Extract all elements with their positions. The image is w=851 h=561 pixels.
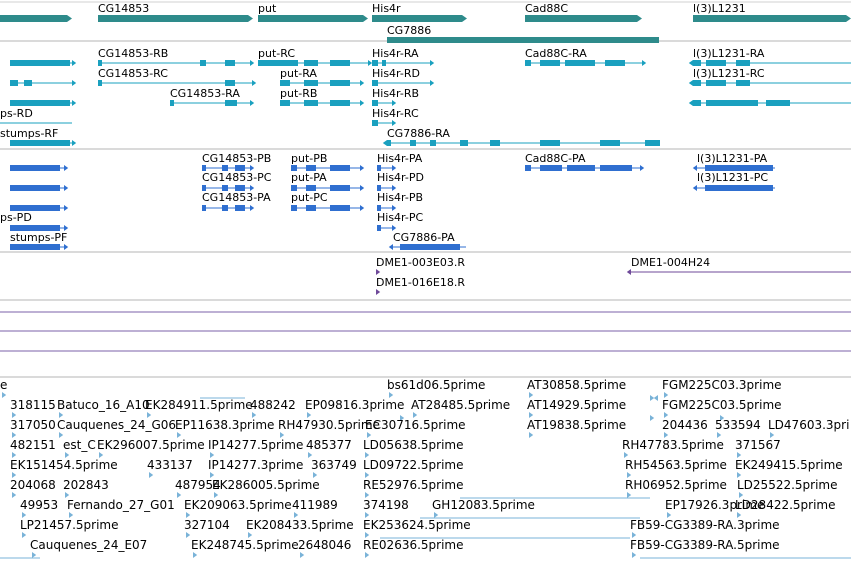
transcript-l3l1231-rc-arrow-icon bbox=[689, 80, 693, 86]
transcript-l3l1231-ra-exon[interactable] bbox=[736, 60, 750, 66]
est-label[interactable]: EK284911.5prime bbox=[145, 398, 253, 412]
cds-label-cg14853-pa[interactable]: CG14853-PA bbox=[202, 191, 271, 204]
cds-label-his4r-pc[interactable]: His4r-PC bbox=[377, 211, 424, 224]
transcript-cad88c-ra-exon[interactable] bbox=[565, 60, 595, 66]
cds-cad88c-pa-segment[interactable] bbox=[567, 165, 595, 171]
est-label[interactable]: AT19838.5prime bbox=[527, 418, 627, 432]
transcript-label-his4r-rb[interactable]: His4r-RB bbox=[372, 87, 420, 100]
cds-label-cg14853-pc[interactable]: CG14853-PC bbox=[202, 171, 272, 184]
cds-label-his4r-pa[interactable]: His4r-PA bbox=[377, 152, 423, 165]
transcript-cg14853-rc-exon[interactable] bbox=[98, 80, 102, 86]
cds-l3l1231-pc-segment[interactable] bbox=[705, 185, 773, 191]
transcript-label-put-rc[interactable]: put-RC bbox=[258, 47, 296, 60]
transcript-his4r-rc-arrow-icon bbox=[392, 120, 396, 126]
transcript-cg14853-rc-arrow-icon bbox=[252, 80, 256, 86]
transcript-left-b-arrow-icon bbox=[72, 80, 76, 86]
est-label[interactable]: RH54563.5prime bbox=[625, 458, 727, 472]
transcript-label-his4r-rc[interactable]: His4r-RC bbox=[372, 107, 419, 120]
cds-put-pc-segment[interactable] bbox=[330, 205, 350, 211]
cds-label-his4r-pd[interactable]: His4r-PD bbox=[377, 171, 424, 184]
est-label[interactable]: EK209063.5prime bbox=[184, 498, 292, 512]
transcript-l3l1231-rb-arrow-icon bbox=[689, 100, 693, 106]
est-feature-arrow-icon bbox=[12, 492, 16, 498]
est-label[interactable]: RH06952.5prime bbox=[625, 478, 727, 492]
transcript-his4r-ra-exon[interactable] bbox=[382, 60, 386, 66]
cds-cg14853-pa-segment[interactable] bbox=[235, 205, 245, 211]
cds-cg7886-pa-arrow-icon bbox=[389, 244, 393, 250]
est-label[interactable]: AT28485.5prime bbox=[411, 398, 511, 412]
transcript-label-his4r-ra[interactable]: His4r-RA bbox=[372, 47, 419, 60]
cds-put-pc-segment[interactable] bbox=[306, 205, 316, 211]
transcript-his4r-rb-exon[interactable] bbox=[372, 100, 378, 106]
transcript-label-cg14853-ra[interactable]: CG14853-RA bbox=[170, 87, 240, 100]
transcript-label-l3l1231-ra[interactable]: l(3)L1231-RA bbox=[693, 47, 765, 60]
transcript-label-ps-rd[interactable]: ps-RD bbox=[0, 107, 33, 120]
clone-dme1-016e18-arrow-icon bbox=[376, 289, 380, 295]
est-label[interactable]: FB59-CG3389-RA.3prime bbox=[630, 518, 780, 532]
cds-cg14853-pa-arrow-icon bbox=[250, 205, 254, 211]
gene-label-cg14853[interactable]: CG14853 bbox=[98, 2, 150, 15]
est-label[interactable]: EP17926.3prime bbox=[665, 498, 765, 512]
cds-label-cg14853-pb[interactable]: CG14853-PB bbox=[202, 152, 272, 165]
transcript-label-his4r-rd[interactable]: His4r-RD bbox=[372, 67, 420, 80]
transcript-l3l1231-ra-exon[interactable] bbox=[693, 60, 701, 66]
transcript-cg14853-rb-exon[interactable] bbox=[225, 60, 235, 66]
est-label[interactable]: FGM225C03.5prime bbox=[662, 398, 782, 412]
transcript-l3l1231-rb-exon[interactable] bbox=[706, 100, 758, 106]
transcript-his4r-rc-exon[interactable] bbox=[372, 120, 378, 126]
est-label[interactable]: 371567 bbox=[735, 438, 781, 452]
cds-label-ps-pd[interactable]: ps-PD bbox=[0, 211, 32, 224]
transcript-label-cad88c-ra[interactable]: Cad88C-RA bbox=[525, 47, 587, 60]
cds-left-c-arrow-icon bbox=[64, 205, 68, 211]
transcript-l3l1231-rb-exon[interactable] bbox=[693, 100, 701, 106]
est-label[interactable]: 487954 bbox=[175, 478, 221, 492]
cds-put-pc-segment[interactable] bbox=[291, 205, 297, 211]
clone-label-dme1-003e03[interactable]: DME1-003E03.R bbox=[376, 256, 465, 269]
est-label[interactable]: EK253624.5prime bbox=[363, 518, 471, 532]
est-label[interactable]: 433137 bbox=[147, 458, 193, 472]
transcript-cg7886-ra-arrow-icon bbox=[383, 140, 387, 146]
transcript-left-a-arrow-icon bbox=[72, 60, 76, 66]
gene-feature-cg7886[interactable] bbox=[387, 37, 659, 43]
gene-label-cg7886[interactable]: CG7886 bbox=[387, 24, 432, 37]
transcript-put-rb-exon[interactable] bbox=[330, 100, 350, 106]
transcript-cg7886-ra-exon[interactable] bbox=[490, 140, 500, 146]
transcript-label-put-rb[interactable]: put-RB bbox=[280, 87, 318, 100]
transcript-cg14853-ra-arrow-icon bbox=[250, 100, 254, 106]
transcript-cg14853-ra-exon[interactable] bbox=[170, 100, 174, 106]
est-label[interactable]: EP09816.3prime bbox=[305, 398, 405, 412]
transcript-put-rc-arrow-icon bbox=[368, 60, 372, 66]
est-label[interactable]: EP11638.3prime bbox=[175, 418, 275, 432]
est-label[interactable]: EK286005.5prime bbox=[212, 478, 320, 492]
transcript-l3l1231-rb-exon[interactable] bbox=[766, 100, 790, 106]
transcript-label-stumps-rf[interactable]: stumps-RF bbox=[0, 127, 59, 140]
transcript-put-rb-exon[interactable] bbox=[280, 100, 290, 106]
est-label[interactable]: 374198 bbox=[363, 498, 409, 512]
cds-cad88c-pa-arrow-icon bbox=[640, 165, 644, 171]
transcript-left-b-exon[interactable] bbox=[10, 80, 18, 86]
est-feature-arrow-icon bbox=[149, 472, 153, 478]
est-feature-arrow-icon bbox=[300, 552, 304, 558]
transcript-put-rc-exon[interactable] bbox=[330, 60, 350, 66]
est-label[interactable]: AT30858.5prime bbox=[527, 378, 627, 392]
est-label[interactable]: GH12083.5prime bbox=[432, 498, 535, 512]
est-feature-arrow-icon bbox=[654, 395, 658, 401]
gene-feature-left[interactable] bbox=[0, 15, 72, 22]
cds-left-e-arrow-icon bbox=[64, 244, 68, 250]
transcript-cg7886-ra-exon[interactable] bbox=[430, 140, 436, 146]
cds-label-put-pa[interactable]: put-PA bbox=[291, 171, 327, 184]
transcript-label-l3l1231-rc[interactable]: l(3)L1231-RC bbox=[693, 67, 765, 80]
transcript-left-c-exon[interactable] bbox=[10, 100, 70, 106]
clone-label-dme1-016e18[interactable]: DME1-016E18.R bbox=[376, 276, 465, 289]
cds-label-cad88c-pa[interactable]: Cad88C-PA bbox=[525, 152, 586, 165]
cds-left-b-arrow-icon bbox=[64, 185, 68, 191]
cds-label-put-pc[interactable]: put-PC bbox=[291, 191, 328, 204]
cds-left-b-segment[interactable] bbox=[10, 185, 60, 191]
transcript-put-rb-arrow-icon bbox=[360, 100, 364, 106]
est-label[interactable]: 204436 bbox=[662, 418, 708, 432]
cds-put-pb-arrow-icon bbox=[360, 165, 364, 171]
transcript-l3l1231-ra-exon[interactable] bbox=[706, 60, 726, 66]
transcript-cg7886-ra-exon[interactable] bbox=[387, 140, 391, 146]
est-label[interactable]: 204068 bbox=[10, 478, 56, 492]
est-label[interactable]: Cauquenes_24_G06 bbox=[57, 418, 177, 432]
cds-left-a-segment[interactable] bbox=[10, 165, 60, 171]
est-feature-arrow-icon bbox=[632, 552, 636, 558]
transcript-cad88c-ra-exon[interactable] bbox=[525, 60, 531, 66]
cds-label-l3l1231-pc[interactable]: l(3)L1231-PC bbox=[697, 171, 769, 184]
est-label[interactable]: 363749 bbox=[311, 458, 357, 472]
gene-feature-his4r[interactable] bbox=[372, 15, 467, 22]
transcript-cad88c-ra-arrow-icon bbox=[642, 60, 646, 66]
est-label[interactable]: 202843 bbox=[63, 478, 109, 492]
clone-dme1-003e03-arrow-icon bbox=[376, 269, 380, 275]
transcript-l3l1231-rc-exon[interactable] bbox=[736, 80, 750, 86]
clone-dme1-004h24-arrow-icon bbox=[627, 269, 631, 275]
est-feature-arrow-icon bbox=[365, 552, 369, 558]
transcript-put-ra-arrow-icon bbox=[360, 80, 364, 86]
est-feature-arrow-icon bbox=[650, 415, 654, 421]
est-label[interactable]: 317050 bbox=[10, 418, 56, 432]
est-label[interactable]: AT14929.5prime bbox=[527, 398, 627, 412]
cds-l3l1231-pc-arrow-icon bbox=[693, 185, 697, 191]
est-feature-arrow-icon bbox=[650, 395, 654, 401]
transcript-put-ra-exon[interactable] bbox=[330, 80, 350, 86]
cds-cg14853-pa-segment[interactable] bbox=[222, 205, 228, 211]
transcript-his4r-ra-exon[interactable] bbox=[372, 60, 378, 66]
est-feature-arrow-icon bbox=[22, 532, 26, 538]
est-label[interactable]: bs61d06.5prime bbox=[387, 378, 486, 392]
transcript-put-rb-exon[interactable] bbox=[304, 100, 318, 106]
est-label[interactable]: Cauquenes_24_E07 bbox=[30, 538, 148, 552]
transcript-cad88c-ra-exon[interactable] bbox=[605, 60, 625, 66]
est-label[interactable]: RE52976.5prime bbox=[363, 478, 464, 492]
cds-put-pa-segment[interactable] bbox=[330, 185, 350, 191]
cds-cad88c-pa-segment[interactable] bbox=[600, 165, 632, 171]
est-label[interactable]: 49953 bbox=[20, 498, 59, 512]
est-feature-arrow-icon bbox=[177, 492, 181, 498]
transcript-put-rc-exon[interactable] bbox=[304, 60, 318, 66]
transcript-l3l1231-rc-exon[interactable] bbox=[693, 80, 701, 86]
transcript-l3l1231-rc-exon[interactable] bbox=[706, 80, 726, 86]
est-feature-arrow-icon bbox=[193, 552, 197, 558]
transcript-cg7886-ra-exon[interactable] bbox=[540, 140, 560, 146]
cds-label-cg7886-pa[interactable]: CG7886-PA bbox=[393, 231, 455, 244]
transcript-cg7886-ra-exon[interactable] bbox=[645, 140, 660, 146]
est-label[interactable]: FB59-CG3389-RA.5prime bbox=[630, 538, 780, 552]
est-label[interactable]: 327104 bbox=[184, 518, 230, 532]
gene-label-his4r[interactable]: His4r bbox=[372, 2, 401, 15]
est-label[interactable]: IP14277.3prime bbox=[208, 458, 304, 472]
cds-left-a-arrow-icon bbox=[64, 165, 68, 171]
est-label[interactable]: Batuco_16_A10 bbox=[57, 398, 150, 412]
cds-cg14853-pa-segment[interactable] bbox=[202, 205, 206, 211]
cds-left-e-segment[interactable] bbox=[10, 244, 60, 250]
est-feature-arrow-icon bbox=[2, 392, 6, 398]
est-label[interactable]: 482151 bbox=[10, 438, 56, 452]
transcript-cad88c-ra-exon[interactable] bbox=[540, 60, 560, 66]
gene-feature-put[interactable] bbox=[258, 15, 368, 22]
transcript-cg14853-rc-exon[interactable] bbox=[225, 80, 235, 86]
transcript-his4r-rd-arrow-icon bbox=[430, 80, 434, 86]
cds-label-his4r-pb[interactable]: His4r-PB bbox=[377, 191, 424, 204]
gene-feature-l3l1231[interactable] bbox=[693, 15, 851, 22]
transcript-his4r-ra-arrow-icon bbox=[430, 60, 434, 66]
est-label[interactable]: LD47603.3pri bbox=[768, 418, 850, 432]
est-label[interactable]: IP14277.5prime bbox=[208, 438, 304, 452]
gene-feature-cg14853[interactable] bbox=[98, 15, 253, 22]
est-label[interactable]: EK296007.5prime bbox=[97, 438, 205, 452]
transcript-cg14853-rb-exon[interactable] bbox=[98, 60, 102, 66]
transcript-left-c-arrow-icon bbox=[72, 100, 76, 106]
est-label[interactable]: 318115 bbox=[10, 398, 56, 412]
transcript-cg7886-ra-exon[interactable] bbox=[460, 140, 468, 146]
gene-label-put[interactable]: put bbox=[258, 2, 277, 15]
est-label[interactable]: e bbox=[0, 378, 8, 392]
transcript-put-ra-exon[interactable] bbox=[280, 80, 290, 86]
est-feature-arrow-icon bbox=[186, 532, 190, 538]
transcript-cg14853-ra-exon[interactable] bbox=[225, 100, 237, 106]
transcript-cg7886-ra-exon[interactable] bbox=[410, 140, 416, 146]
transcript-cg14853-rb-arrow-icon bbox=[250, 60, 254, 66]
cds-put-pb-segment[interactable] bbox=[330, 165, 350, 171]
transcript-put-rc-exon[interactable] bbox=[258, 60, 298, 66]
transcript-left-d-arrow-icon bbox=[72, 140, 76, 146]
cds-cad88c-pa-segment[interactable] bbox=[525, 165, 531, 171]
est-label[interactable]: LD09722.5prime bbox=[363, 458, 464, 472]
est-label[interactable]: LD05638.5prime bbox=[363, 438, 464, 452]
est-label[interactable]: EC30716.5prime bbox=[365, 418, 466, 432]
transcript-label-cg14853-rc[interactable]: CG14853-RC bbox=[98, 67, 168, 80]
cds-cad88c-pa-segment[interactable] bbox=[540, 165, 562, 171]
est-label[interactable]: EK208433.5prime bbox=[246, 518, 354, 532]
clone-label-dme1-004h24[interactable]: DME1-004H24 bbox=[631, 256, 711, 269]
est-label[interactable]: RE02636.5prime bbox=[363, 538, 464, 552]
est-label[interactable]: EK249415.5prime bbox=[735, 458, 843, 472]
cds-label-l3l1231-pa[interactable]: l(3)L1231-PA bbox=[697, 152, 768, 165]
gene-label-l3l1231[interactable]: l(3)L1231 bbox=[693, 2, 746, 15]
est-feature-arrow-icon bbox=[529, 432, 533, 438]
est-label[interactable]: FGM225C03.3prime bbox=[662, 378, 782, 392]
est-feature-arrow-icon bbox=[32, 552, 36, 558]
est-label[interactable]: LD28422.5prime bbox=[735, 498, 836, 512]
est-label[interactable]: 411989 bbox=[292, 498, 338, 512]
est-label[interactable]: EK248745.5prime bbox=[191, 538, 299, 552]
est-label[interactable]: Fernando_27_G01 bbox=[67, 498, 175, 512]
cds-put-pc-arrow-icon bbox=[360, 205, 364, 211]
est-label[interactable]: 485377 bbox=[306, 438, 352, 452]
cds-label-stumps-pf[interactable]: stumps-PF bbox=[10, 231, 68, 244]
est-label[interactable]: EK151454.5prime bbox=[10, 458, 118, 472]
gene-label-cad88c[interactable]: Cad88C bbox=[525, 2, 569, 15]
transcript-l3l1231-ra-arrow-icon bbox=[689, 60, 693, 66]
transcript-his4r-rb-arrow-icon bbox=[392, 100, 396, 106]
gene-feature-cad88c[interactable] bbox=[525, 15, 642, 22]
transcript-label-cg7886-ra[interactable]: CG7886-RA bbox=[387, 127, 450, 140]
est-label[interactable]: LD25522.5prime bbox=[737, 478, 838, 492]
transcript-label-cg14853-rb[interactable]: CG14853-RB bbox=[98, 47, 169, 60]
est-label[interactable]: 2648046 bbox=[298, 538, 352, 552]
transcript-label-put-ra[interactable]: put-RA bbox=[280, 67, 317, 80]
est-label[interactable]: RH47930.5prime bbox=[278, 418, 380, 432]
est-label[interactable]: est_C bbox=[63, 438, 96, 452]
cds-put-pa-arrow-icon bbox=[360, 185, 364, 191]
transcript-put-ra-exon[interactable] bbox=[304, 80, 318, 86]
est-label[interactable]: RH47783.5prime bbox=[622, 438, 724, 452]
transcript-left-d-exon[interactable] bbox=[10, 140, 70, 146]
est-label[interactable]: 533594 bbox=[715, 418, 761, 432]
transcript-cg7886-ra-exon[interactable] bbox=[600, 140, 620, 146]
est-label[interactable]: 488242 bbox=[250, 398, 296, 412]
cds-label-put-pb[interactable]: put-PB bbox=[291, 152, 328, 165]
est-label[interactable]: LP21457.5prime bbox=[20, 518, 119, 532]
cds-his4r-pc-segment[interactable] bbox=[377, 225, 381, 231]
est-feature-arrow-icon bbox=[627, 492, 631, 498]
transcript-his4r-rd-exon[interactable] bbox=[372, 80, 378, 86]
cds-cg7886-pa-segment[interactable] bbox=[400, 244, 460, 250]
transcript-left-b-exon[interactable] bbox=[24, 80, 32, 86]
transcript-left-a-exon[interactable] bbox=[10, 60, 70, 66]
transcript-cg14853-rb-exon[interactable] bbox=[200, 60, 206, 66]
